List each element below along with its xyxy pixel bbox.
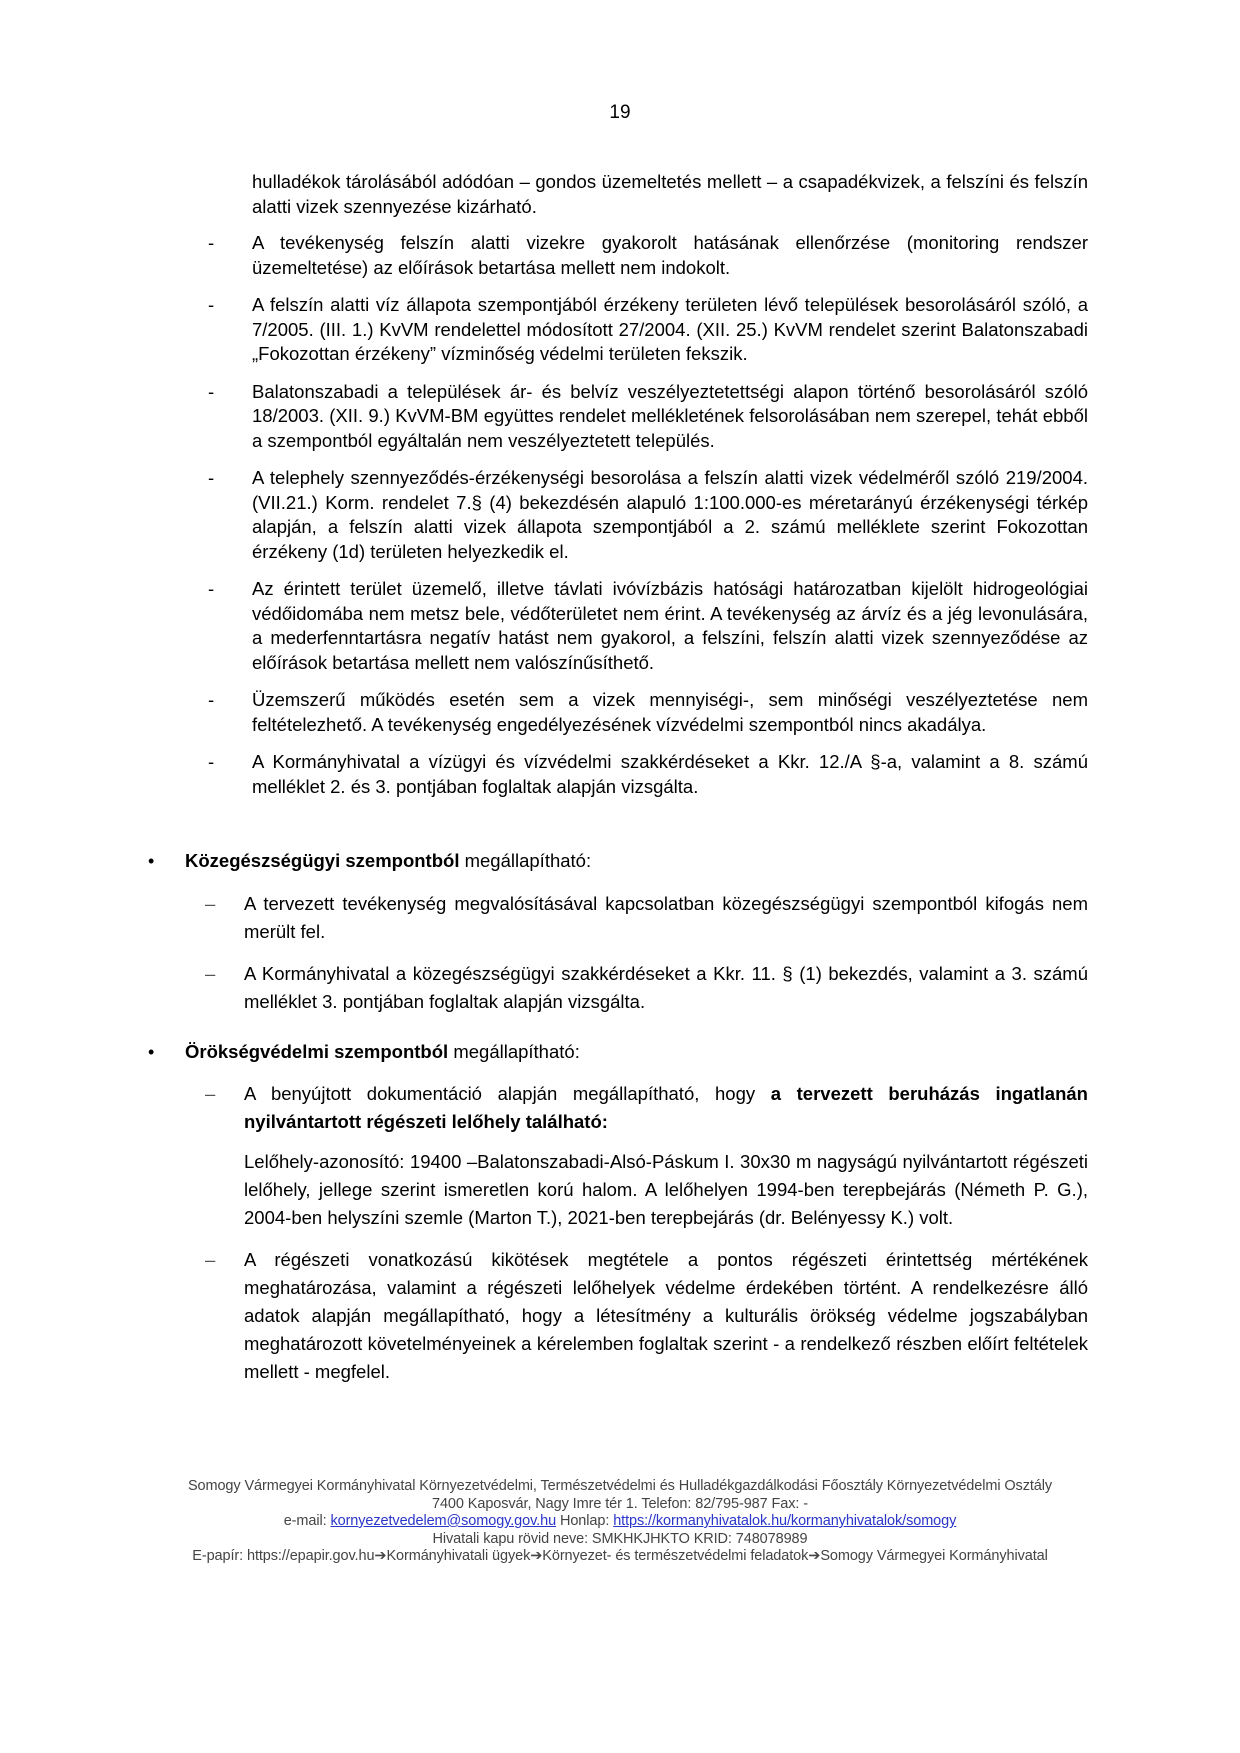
list-item — [182, 466, 1088, 564]
list-item — [182, 1246, 1088, 1386]
dash-marker: - — [208, 294, 215, 315]
section-heading-rest: megállapítható: — [459, 850, 592, 871]
list-item-text: A tervezett tevékenység megvalósításával kapcsolatban közegészségügyi szempontból kifogás nem merült fel. — [244, 892, 1088, 942]
list-item-text: Az érintett terület üzemelő, illetve távlati ivóvízbázis hatósági határozatban kijelölt hidrogeológiai védőidomába nem metsz bele, védőterületet nem érint. A tevékenység az árvíz és a jég levonulására, a mederfenntartásra negatív hatást nem gyakorol, a felszíni, felszín alatti vizek szennyeződése az előírások betartása mellett nem valószínűsíthető. — [252, 578, 1088, 673]
footer-contact-line — [0, 1513, 1240, 1531]
footer-epapir-line: E-papír: https://epapir.gov.hu➔Kormányhivatali ügyek➔Környezet- és természetvédelmi feladatok➔Somogy Vármegyei Kormányhivatal — [192, 1548, 1048, 1564]
list-item — [182, 1080, 1088, 1136]
dash-marker: – — [205, 1249, 216, 1270]
list-item-text: A benyújtott dokumentáció alapján megállapítható, hogy — [244, 1083, 771, 1104]
dash-marker: - — [208, 380, 215, 402]
section-heading-bold: Örökségvédelmi szempontból — [185, 1040, 449, 1062]
footer-address-line: 7400 Kaposvár, Nagy Imre tér 1. Telefon: 82/795-987 Fax: - — [432, 1495, 808, 1512]
section-heading — [146, 849, 1052, 874]
water-protection-list — [182, 231, 1088, 799]
dash-marker: - — [208, 232, 215, 253]
list-item-text: Üzemszerű működés esetén sem a vizek mennyiségi-, sem minőségi veszélyeztetése nem feltételezhető. A tevékenység engedélyezésének vízvédelmi szempontból nincs akadálya. — [252, 689, 1088, 735]
list-item — [182, 380, 1088, 454]
section-public-health — [148, 849, 1088, 1016]
footer-krid-line: Hivatali kapu rövid neve: SMKHKJHKTO KRID: 748078989 — [432, 1530, 808, 1547]
dash-marker: - — [208, 689, 215, 710]
list-item-text: A régészeti vonatkozású kikötések megtétele a pontos régészeti érintettség mértékének meghatározása, valamint a régészeti lelőhelyek védelme érdekében történt. A rendelkezésre álló adatok alapján megállapítható, hogy a létesítmény a kulturális örökség védelme jogszabályban meghatározott követelményeinek a kérelemben foglaltak szerint - a rendelkező részben előírt feltételek mellett - megfelel. — [244, 1249, 1088, 1382]
bullet-marker: • — [148, 851, 155, 871]
heritage-list-2 — [182, 1246, 1088, 1386]
footer-email-link[interactable]: kornyezetvedelem@somogy.gov.hu — [330, 1513, 557, 1529]
list-item — [182, 293, 1088, 367]
dash-marker: – — [205, 962, 216, 984]
intro-paragraph: hulladékok tárolásából adódóan – gondos üzemeltetés mellett – a csapadékvizek, a felszíni és felszín alatti vizek szennyezése kizárható. — [252, 171, 1088, 217]
heritage-list — [182, 1080, 1088, 1136]
site-paragraph: Lelőhely-azonosító: 19400 –Balatonszabadi-Alsó-Páskum I. 30x30 m nagyságú nyilvántartott régészeti lelőhely, jellege szerint ismeretlen korú halom. A lelőhelyen 1994-ben terepbejárás (Németh P. G.), 2004-ben helyszíni szemle (Marton T.), 2021-ben terepbejárás (dr. Belényessy K.) volt. — [244, 1151, 1088, 1228]
dash-marker: – — [205, 1083, 216, 1104]
dash-marker: - — [208, 467, 215, 488]
footer-email-label: e-mail: — [283, 1513, 331, 1529]
list-item — [182, 577, 1088, 675]
list-item-text: A Kormányhivatal a közegészségügyi szakkérdéseket a Kkr. 11. § (1) bekezdés, valamint a 3. számú melléklet 3. pontjában foglaltak alapján vizsgálta. — [244, 962, 1088, 1012]
dash-marker: - — [208, 578, 215, 599]
dash-marker: – — [205, 892, 216, 914]
page-footer — [0, 1478, 1240, 1566]
footer-web-link[interactable]: https://kormanyhivatalok.hu/kormanyhivatalok/somogy — [613, 1513, 957, 1529]
bullet-marker: • — [148, 1041, 155, 1062]
list-item-bold-text: a tervezett beruházás ingatlanán nyilvántartott régészeti lelőhely található: — [244, 1083, 1088, 1132]
document-body — [148, 170, 1088, 1386]
list-item — [182, 750, 1088, 799]
section-heading-bold: Közegészségügyi szempontból — [185, 850, 460, 871]
section-heritage — [148, 1040, 1088, 1387]
footer-web-label: Honlap: — [556, 1513, 614, 1529]
list-item-text: A telephely szennyeződés-érzékenységi besorolása a felszín alatti vizek védelméről szóló 219/2004. (VII.21.) Korm. rendelet 7.§ (4) bekezdésén alapuló 1:100.000-es méretarányú érzékenységi térkép alapján, a felszín alatti vizek állapota szempontjából a 2. számú melléklete szerint Fokozottan érzékeny (1d) területen helyezkedik el. — [252, 467, 1088, 562]
list-item — [182, 231, 1088, 280]
dash-marker: - — [208, 751, 215, 772]
footer-office-line: Somogy Vármegyei Kormányhivatal Környezetvédelmi, Természetvédelmi és Hulladékgazdálkodási Főosztály Környezetvédelmi Osztály — [187, 1478, 1053, 1494]
page-number: 19 — [609, 102, 631, 123]
list-item — [182, 688, 1088, 737]
list-item — [182, 960, 1088, 1016]
section-heading — [146, 1040, 1052, 1065]
list-item-text: A Kormányhivatal a vízügyi és vízvédelmi szakkérdéseket a Kkr. 12./A §-a, valamint a 8. számú melléklet 2. és 3. pontjában foglaltak alapján vizsgálta. — [252, 751, 1088, 797]
list-item-text: A tevékenység felszín alatti vizekre gyakorolt hatásának ellenőrzése (monitoring rendszer üzemeltetése) az előírások betartása mellett nem indokolt. — [252, 232, 1088, 278]
list-item — [182, 890, 1088, 946]
list-item-text: A felszín alatti víz állapota szempontjából érzékeny területen lévő települések besorolásáról szóló, a 7/2005. (III. 1.) KvVM rendelettel módosított 27/2004. (XII. 25.) KvVM rendelet szerint Balatonszabadi „Fokozottan érzékeny” vízminőség védelmi területen fekszik. — [252, 294, 1088, 364]
public-health-list — [182, 890, 1088, 1016]
section-heading-rest: megállapítható: — [448, 1040, 580, 1062]
list-item-text: Balatonszabadi a települések ár- és belvíz veszélyeztetettségi alapon történő besorolásáról szóló 18/2003. (XII. 9.) KvVM-BM együttes rendelet mellékletének felsorolásában nem szerepel, tehát ebből a szempontból egyáltalán nem veszélyeztetett település. — [252, 380, 1088, 451]
